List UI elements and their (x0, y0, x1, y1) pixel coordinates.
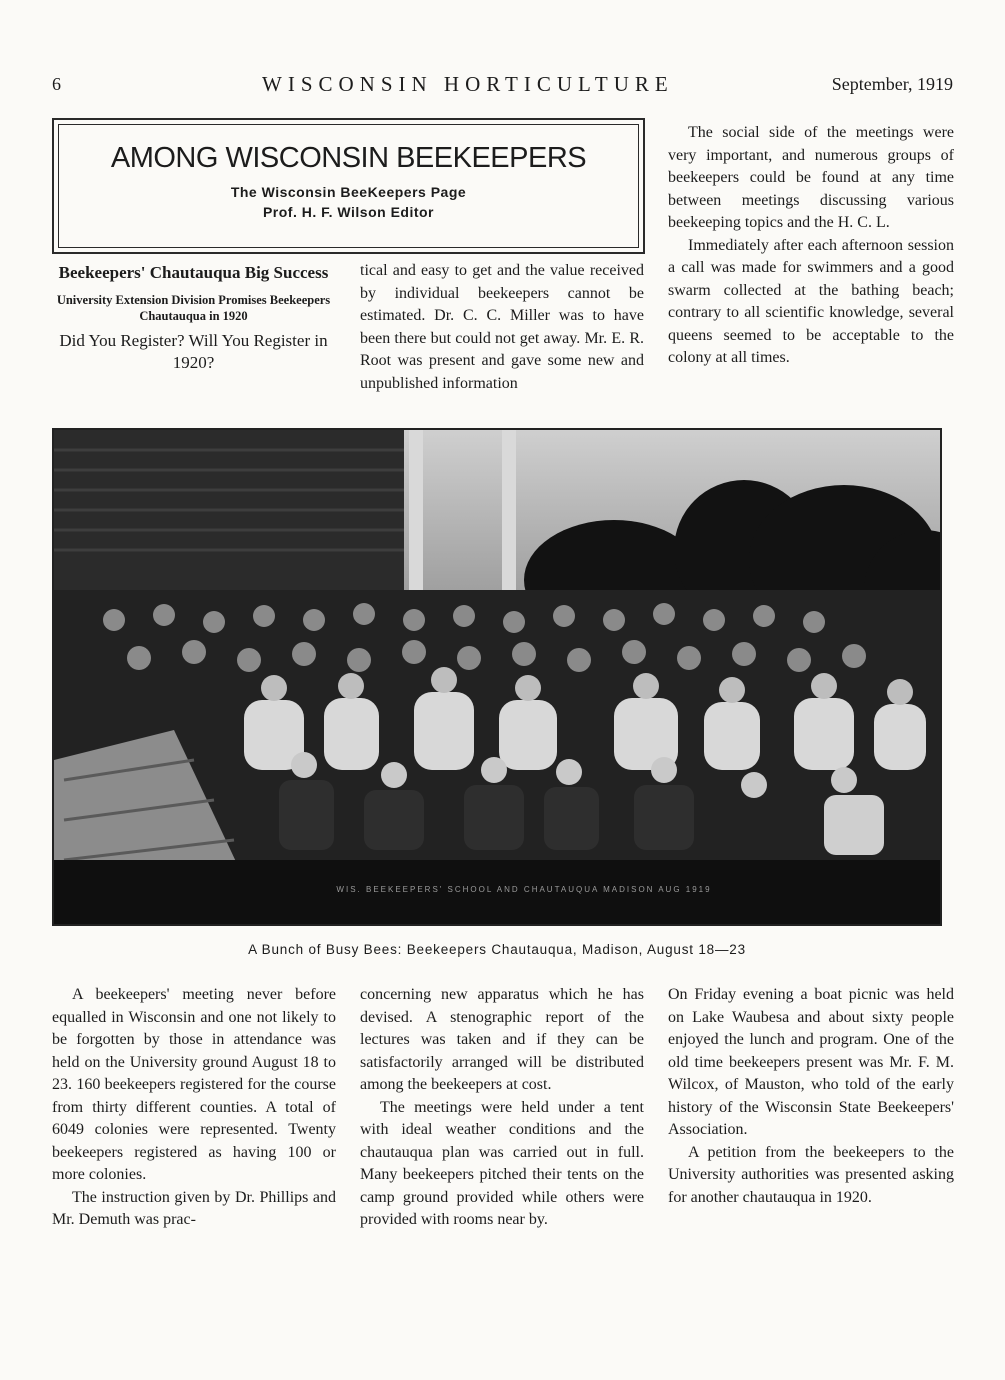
paragraph: The social side of the meetings were very important, and numerous groups of beekeepers could be found at any time between meetings discussing various beekeeping topics and the H. C. L. (668, 124, 954, 231)
photo-illustration (54, 430, 940, 924)
paragraph: A beekeepers' meeting never before equalled in Wisconsin and one not likely to be forgotten by those in attendance was held on the University ground August 18 to 23. 160 beekeepers registered for the course from thirty different counties. A total of 6049 colonies were represented. Twenty beekeepers registered as having 100 or more colonies. (52, 986, 336, 1183)
paragraph: tical and easy to get and the value received by individual beekeepers cannot be estimated. Dr. C. C. Miller was to have been there but could not get away. Mr. E. R. Root was present and gave some new and unpublished information (360, 262, 644, 392)
paragraph: The instruction given by Dr. Phillips and Mr. Demuth was prac- (52, 1188, 336, 1228)
headline: Beekeepers' Chautauqua Big Success (58, 263, 329, 282)
paragraph: Immediately after each afternoon session a call was made for swimmers and a good swarm collected at the bathing beach; contrary to all scientific knowledge, several queens seemed to be acceptable to the colony at all times. (668, 236, 954, 366)
masthead-editor: Prof. H. F. Wilson Editor (262, 204, 435, 220)
paragraph: The meetings were held under a tent with ideal weather conditions and the chautauqua plan was carried out in full. Many beekeepers pitched their tents on the camp ground provided while others were provided with rooms near by. (360, 1098, 644, 1228)
photo-caption: A Bunch of Busy Bees: Beekeepers Chautauqua, Madison, August 18—23 (248, 942, 746, 957)
paragraph: On Friday evening a boat picnic was held on Lake Waubesa and about sixty people enjoyed the lunch and program. One of the old time beekeepers present was Mr. F. M. Wilcox, of Mauston, who told of the early history of the Wisconsin State Beekeepers' Association. (668, 986, 954, 1138)
headline-block (52, 262, 335, 374)
masthead-title: AMONG WISCONSIN BEEKEEPERS (110, 142, 587, 174)
photo-inscription: WIS. BEEKEEPERS' SCHOOL AND CHAUTAUQUA MADISON AUG 1919 (336, 885, 712, 894)
issue-date: September, 1919 (831, 74, 953, 94)
paragraph: A petition from the beekeepers to the University authorities was presented asking for another chautauqua in 1920. (668, 1143, 954, 1206)
register-question: Did You Register? Will You Register in 1920? (59, 331, 328, 372)
column-top-middle (360, 260, 644, 395)
column-bottom-middle (360, 984, 644, 1232)
subheadline: University Extension Division Promises Beekeepers Chautauqua in 1920 (56, 293, 331, 323)
building (54, 430, 404, 605)
masthead-subtitle: The Wisconsin BeeKeepers Page (230, 184, 467, 200)
journal-title: WISCONSIN HORTICULTURE (262, 72, 674, 96)
column-bottom-right (668, 984, 954, 1209)
paragraph: concerning new apparatus which he has devised. A stenographic report of the lectures was taken and if they can be satisfactorily arranged will be distributed among the beekeepers at cost. (360, 986, 644, 1093)
column-bottom-left (52, 984, 336, 1232)
group-photograph (52, 428, 942, 926)
masthead-box (52, 118, 645, 254)
page-number: 6 (52, 74, 61, 94)
column-top-right (668, 122, 954, 370)
